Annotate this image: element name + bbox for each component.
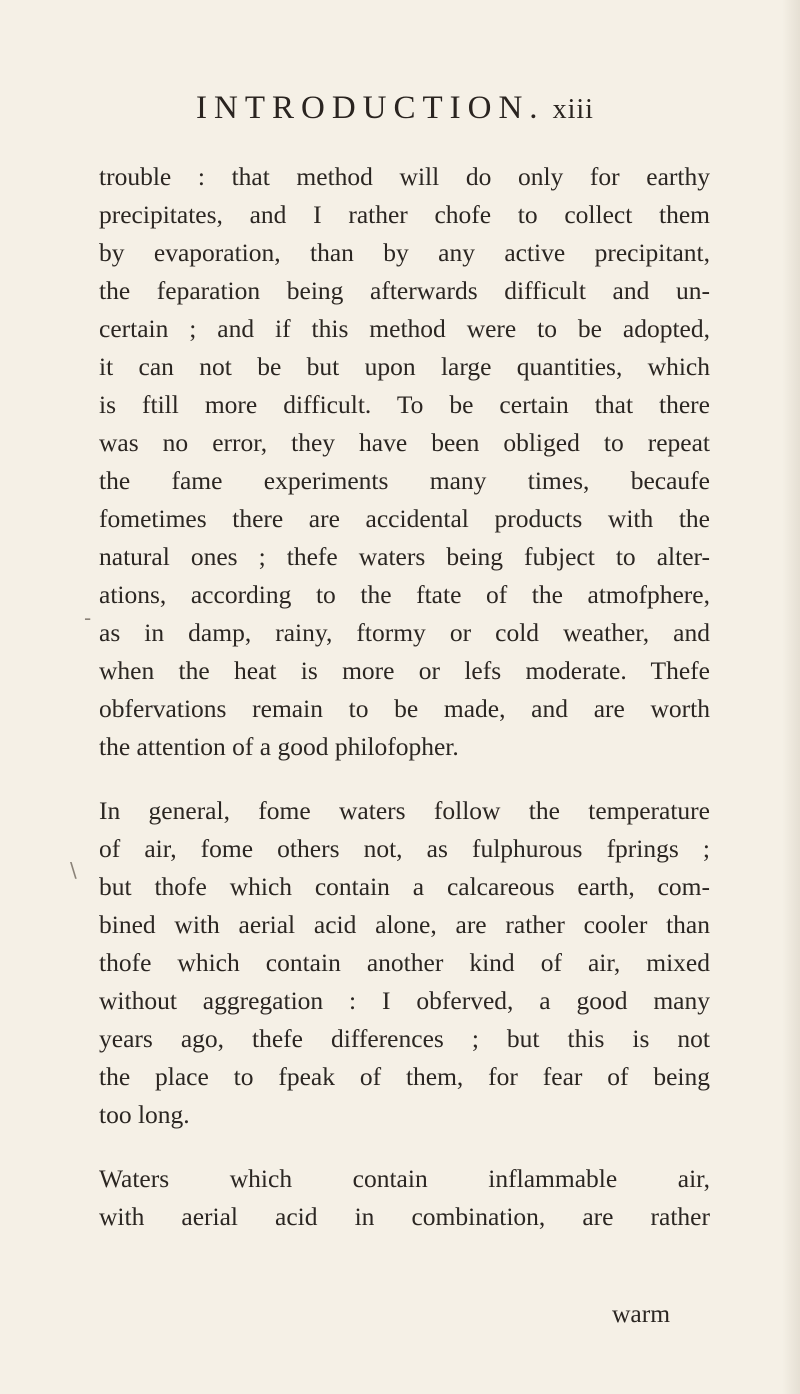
paragraph-2 (99, 792, 710, 1134)
text-line: obfervations remain to be made, and are worth (99, 694, 710, 723)
text-line: certain ; and if this method were to be adopted, (99, 314, 710, 343)
text-line: with aerial acid in combination, are rather (99, 1202, 710, 1231)
text-line: of air, fome others not, as fulphurous fprings ; (99, 834, 710, 863)
text-line: without aggregation : I obferved, a good many (99, 986, 710, 1015)
text-line: as in damp, rainy, ftormy or cold weather, and (99, 618, 710, 647)
text-line: bined with aerial acid alone, are rather cooler than (99, 910, 710, 939)
margin-mark: - (84, 606, 92, 630)
text-line: was no error, they have been obliged to repeat (99, 428, 710, 457)
page-edge-shadow (782, 0, 800, 1394)
text-line: the place to fpeak of them, for fear of being (99, 1062, 710, 1091)
text-line: Waters which contain inflammable air, (99, 1164, 710, 1193)
margin-mark: \ (70, 858, 77, 882)
text-line: fometimes there are accidental products with the (99, 504, 710, 533)
text-line: the attention of a good philofopher. (99, 732, 459, 761)
text-line: thofe which contain another kind of air, mixed (99, 948, 710, 977)
text-line: years ago, thefe differences ; but this is not (99, 1024, 710, 1053)
paragraph-1 (99, 158, 710, 766)
text-line: trouble : that method will do only for earthy (99, 162, 710, 191)
text-line: ations, according to the ftate of the atmofphere, (99, 580, 710, 609)
text-line: the feparation being afterwards difficult and un- (99, 276, 710, 305)
body-text (99, 158, 710, 1236)
catchword: warm (612, 1299, 671, 1328)
text-line: natural ones ; thefe waters being fubject to alter- (99, 542, 710, 571)
text-line: by evaporation, than by any active precipitant, (99, 238, 710, 267)
running-head (196, 90, 666, 127)
text-line: precipitates, and I rather chofe to collect them (99, 200, 710, 229)
text-line: but thofe which contain a calcareous earth, com- (99, 872, 710, 901)
page-number: xiii (552, 94, 594, 125)
text-line: too long. (99, 1100, 190, 1129)
text-line: when the heat is more or lefs moderate. Thefe (99, 656, 710, 685)
text-line: In general, fome waters follow the temperature (99, 796, 710, 825)
text-line: the fame experiments many times, becaufe (99, 466, 710, 495)
text-line: it can not be but upon large quantities, which (99, 352, 710, 381)
text-line: is ftill more difficult. To be certain that there (99, 390, 710, 419)
running-title: INTRODUCTION. (196, 90, 545, 126)
paragraph-3 (99, 1160, 710, 1236)
